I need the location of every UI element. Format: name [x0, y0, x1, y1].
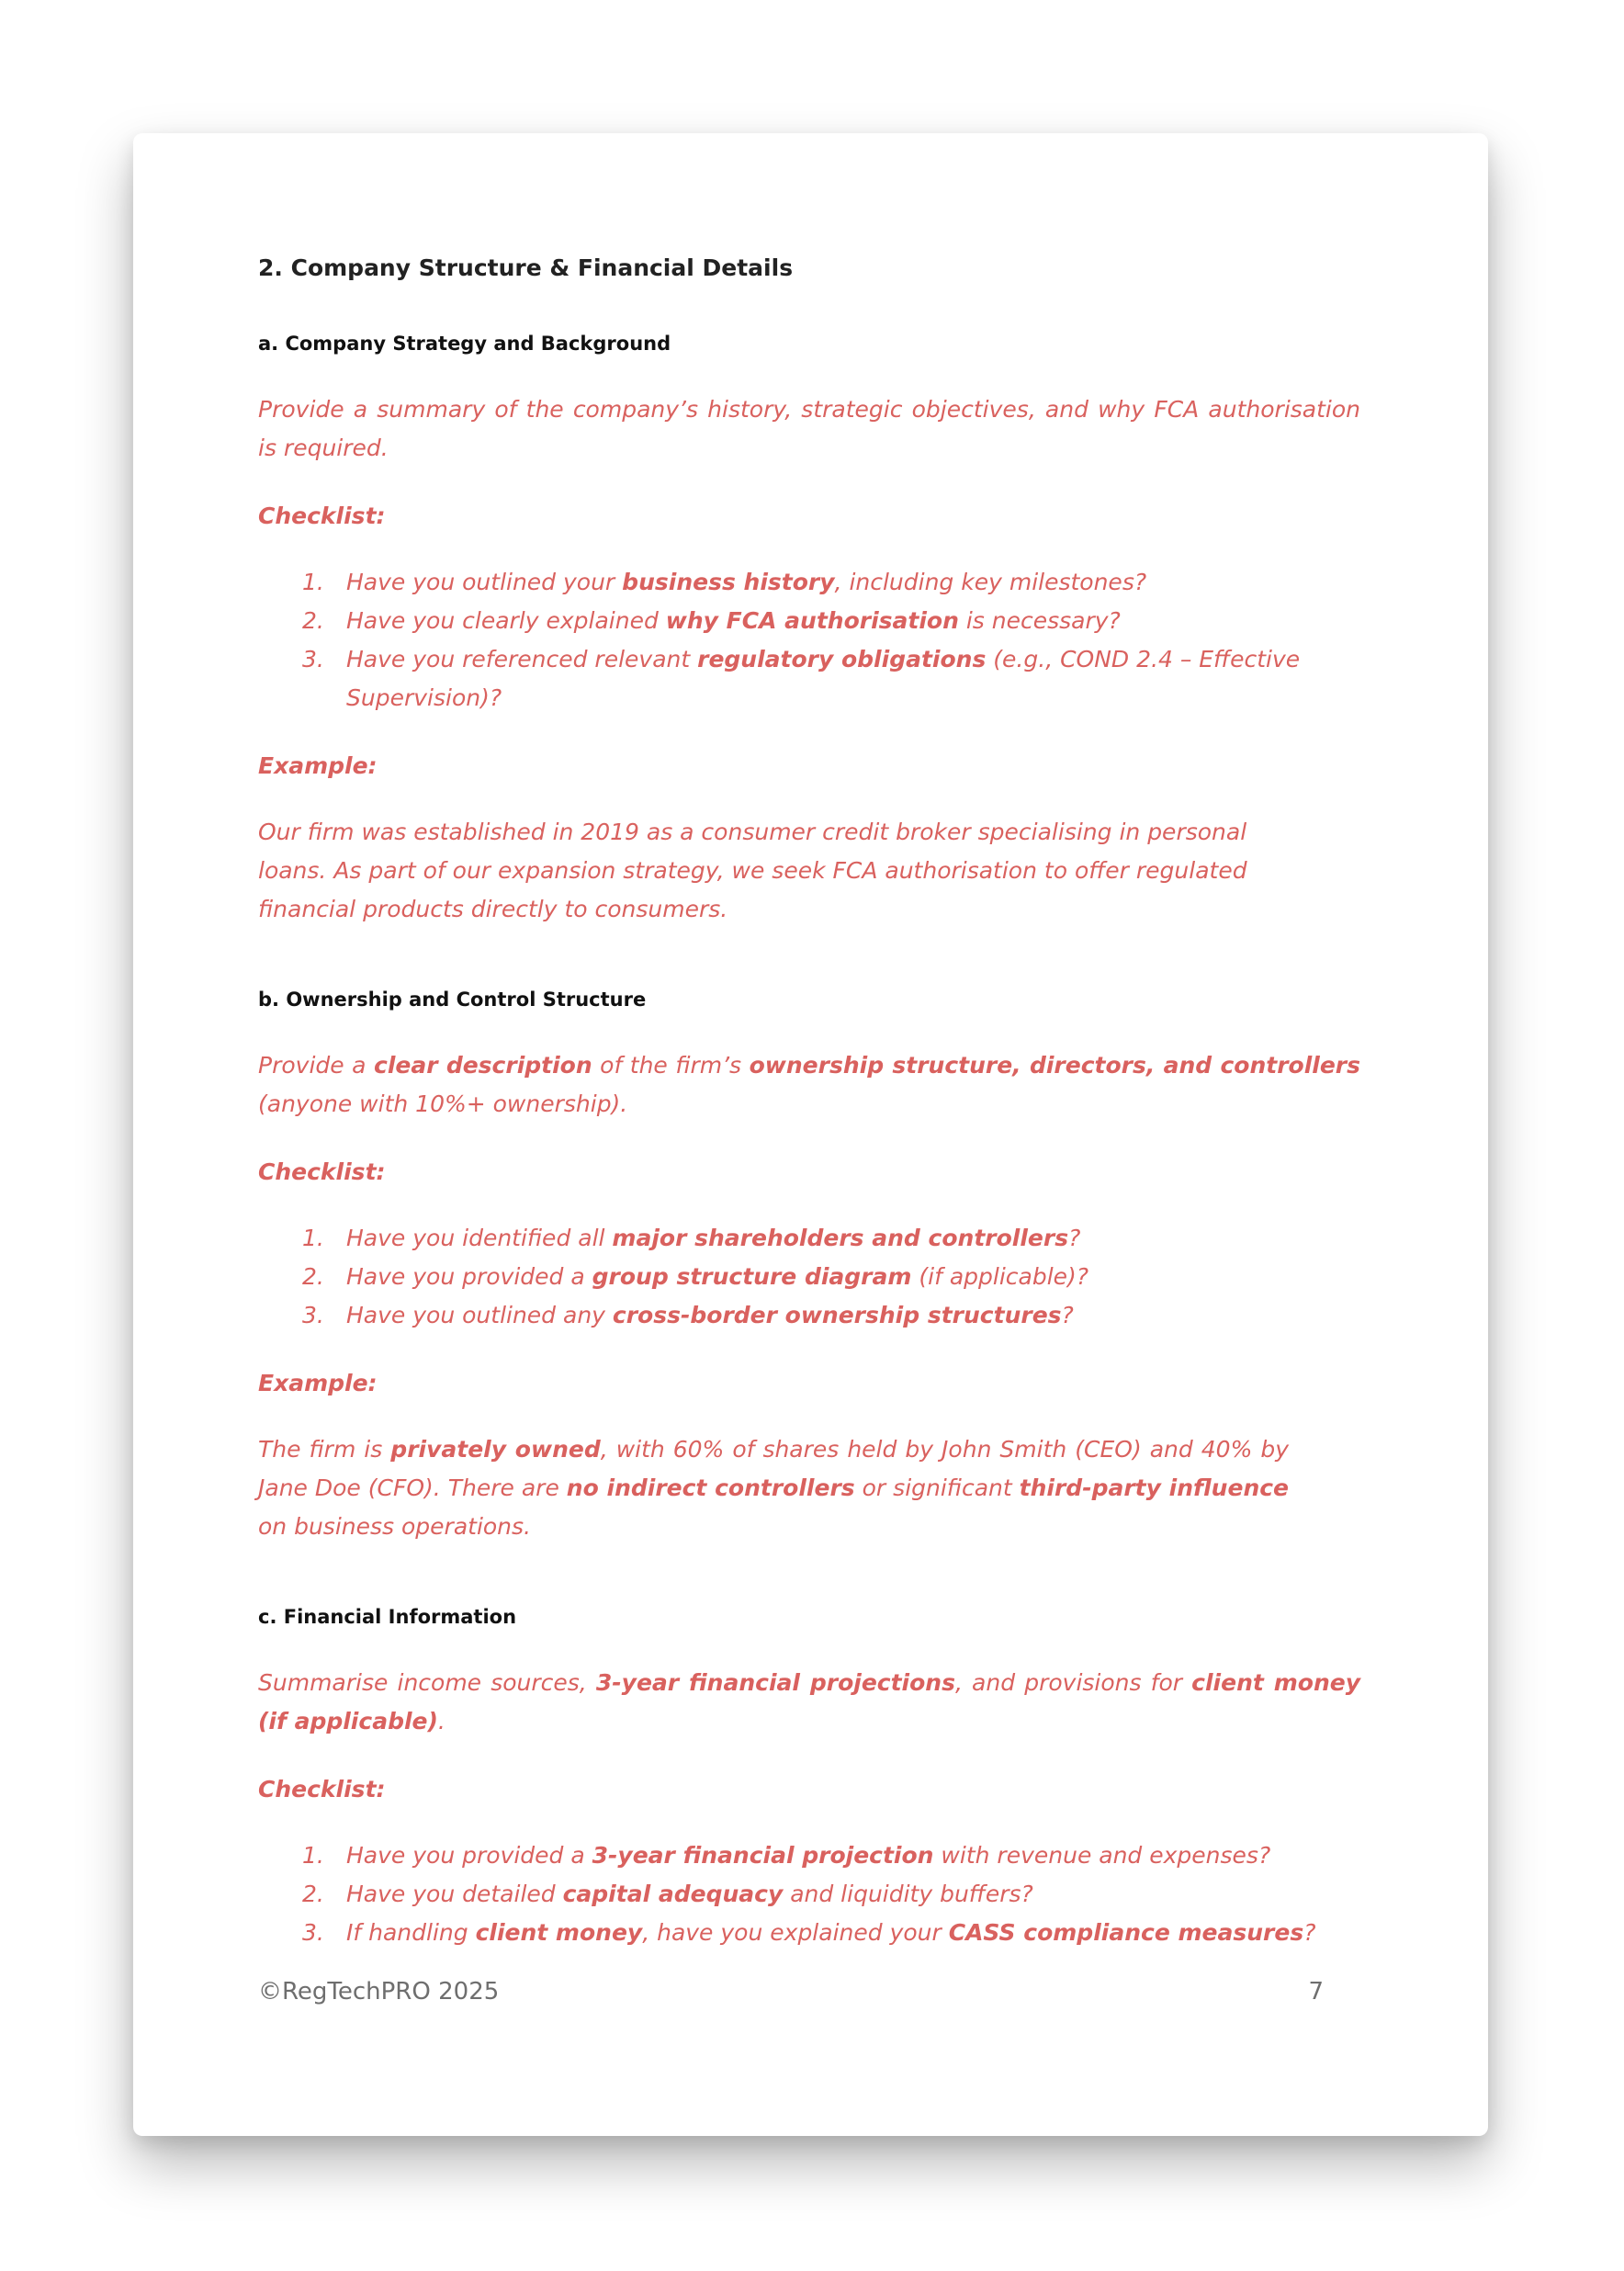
example-paragraph-b	[258, 1430, 1289, 1546]
item-number: 1.	[302, 1842, 324, 1869]
item-text: Have you provided a	[346, 1842, 592, 1869]
item-emphasis: major shareholders and controllers	[612, 1225, 1069, 1251]
intro-text: of the firm’s	[592, 1052, 750, 1079]
item-emphasis: regulatory obligations	[697, 646, 987, 672]
intro-paragraph-b	[258, 1046, 1360, 1124]
intro-emphasis: clear description	[374, 1052, 592, 1079]
example-paragraph-a	[258, 813, 1289, 929]
item-number: 1.	[302, 1225, 324, 1251]
footer-copyright: ©RegTechPRO 2025	[258, 1978, 500, 2005]
item-text: Have you identified all	[346, 1225, 613, 1251]
item-number: 2.	[302, 1263, 324, 1290]
item-text: Have you clearly explained	[346, 607, 666, 634]
checklist-item	[258, 1836, 1360, 1875]
intro-text: .	[437, 1708, 445, 1734]
example-text: Our firm was established in 2019 as a consumer credit broker specialising in personal loans. As part of our expansion strategy, we seek FCA authorisation to offer regulated financial products directly to consumers.	[258, 819, 1247, 922]
intro-paragraph-c	[258, 1664, 1360, 1741]
item-emphasis: why FCA authorisation	[665, 607, 959, 634]
item-text: , including key milestones?	[834, 569, 1147, 595]
item-text: (e.g., COND 2.4 – Effective Supervision)?	[346, 646, 1301, 711]
page-number: 7	[1308, 1978, 1324, 2005]
item-number: 2.	[302, 1881, 324, 1907]
item-text: , have you explained your	[642, 1919, 949, 1946]
item-emphasis: 3-year financial projection	[592, 1842, 934, 1869]
document-page	[133, 133, 1488, 2136]
intro-emphasis: ownership structure, directors, and controllers	[749, 1052, 1360, 1079]
section-heading: 2. Company Structure & Financial Details	[258, 254, 794, 281]
checklist-b	[258, 1219, 1360, 1335]
item-text: (if applicable)?	[911, 1263, 1089, 1290]
item-text: and liquidity buffers?	[783, 1881, 1033, 1907]
item-text: Have you provided a	[346, 1263, 592, 1290]
item-number: 1.	[302, 569, 324, 595]
item-text: ?	[1303, 1919, 1316, 1946]
example-text: on business operations.	[258, 1513, 531, 1540]
item-text: ?	[1068, 1225, 1081, 1251]
item-text: Have you outlined your	[346, 569, 623, 595]
intro-text: (anyone with 10%+ ownership).	[258, 1090, 628, 1117]
intro-text: Provide a summary of the company’s history, strategic objectives, and why FCA authorisation is required.	[258, 396, 1360, 461]
checklist-c	[258, 1836, 1360, 1952]
item-emphasis: group structure diagram	[592, 1263, 912, 1290]
example-text: , with 60% of shares held by John Smith (CEO) and 40% by Jane Doe (CFO). There are	[258, 1436, 1290, 1501]
intro-text: Provide a	[258, 1052, 374, 1079]
checklist-a	[258, 563, 1360, 717]
page-content	[258, 253, 1360, 1982]
example-label-a: Example:	[258, 752, 378, 779]
item-number: 3.	[302, 1302, 324, 1328]
example-text: The firm is	[258, 1436, 391, 1463]
item-text: ?	[1061, 1302, 1074, 1328]
checklist-item	[258, 1258, 1360, 1296]
checklist-item	[258, 1914, 1360, 1952]
checklist-item	[258, 1219, 1360, 1258]
intro-emphasis: client money (if applicable)	[258, 1669, 1360, 1734]
item-emphasis: business history	[622, 569, 835, 595]
item-number: 2.	[302, 607, 324, 634]
item-number: 3.	[302, 646, 324, 672]
subsection-title-c: c. Financial Information	[258, 1606, 517, 1628]
checklist-label-b: Checklist:	[258, 1158, 386, 1185]
item-text: Have you referenced relevant	[346, 646, 698, 672]
item-text: is necessary?	[958, 607, 1121, 634]
example-emphasis: third-party influence	[1019, 1474, 1290, 1501]
item-text: Have you outlined any	[346, 1302, 613, 1328]
item-number: 3.	[302, 1919, 324, 1946]
checklist-item	[258, 1875, 1360, 1914]
intro-text: , and provisions for	[954, 1669, 1192, 1696]
checklist-item	[258, 1296, 1360, 1335]
item-emphasis: client money	[475, 1919, 643, 1946]
checklist-item	[258, 563, 1360, 602]
example-emphasis: no indirect controllers	[566, 1474, 855, 1501]
intro-emphasis: 3-year financial projections	[595, 1669, 955, 1696]
subsection-title-a: a. Company Strategy and Background	[258, 333, 671, 355]
checklist-item	[258, 602, 1360, 640]
item-emphasis: CASS compliance measures	[948, 1919, 1304, 1946]
checklist-item	[258, 640, 1360, 717]
example-label-b: Example:	[258, 1370, 378, 1396]
item-emphasis: capital adequacy	[562, 1881, 784, 1907]
subsection-title-b: b. Ownership and Control Structure	[258, 989, 647, 1011]
checklist-label-c: Checklist:	[258, 1776, 386, 1802]
item-text: If handling	[346, 1919, 476, 1946]
checklist-label-a: Checklist:	[258, 503, 386, 529]
intro-text: Summarise income sources,	[258, 1669, 596, 1696]
intro-paragraph-a	[258, 390, 1360, 468]
example-text: or significant	[854, 1474, 1020, 1501]
item-text: Have you detailed	[346, 1881, 563, 1907]
item-text: with revenue and expenses?	[933, 1842, 1271, 1869]
example-emphasis: privately owned	[390, 1436, 601, 1463]
item-emphasis: cross-border ownership structures	[612, 1302, 1062, 1328]
